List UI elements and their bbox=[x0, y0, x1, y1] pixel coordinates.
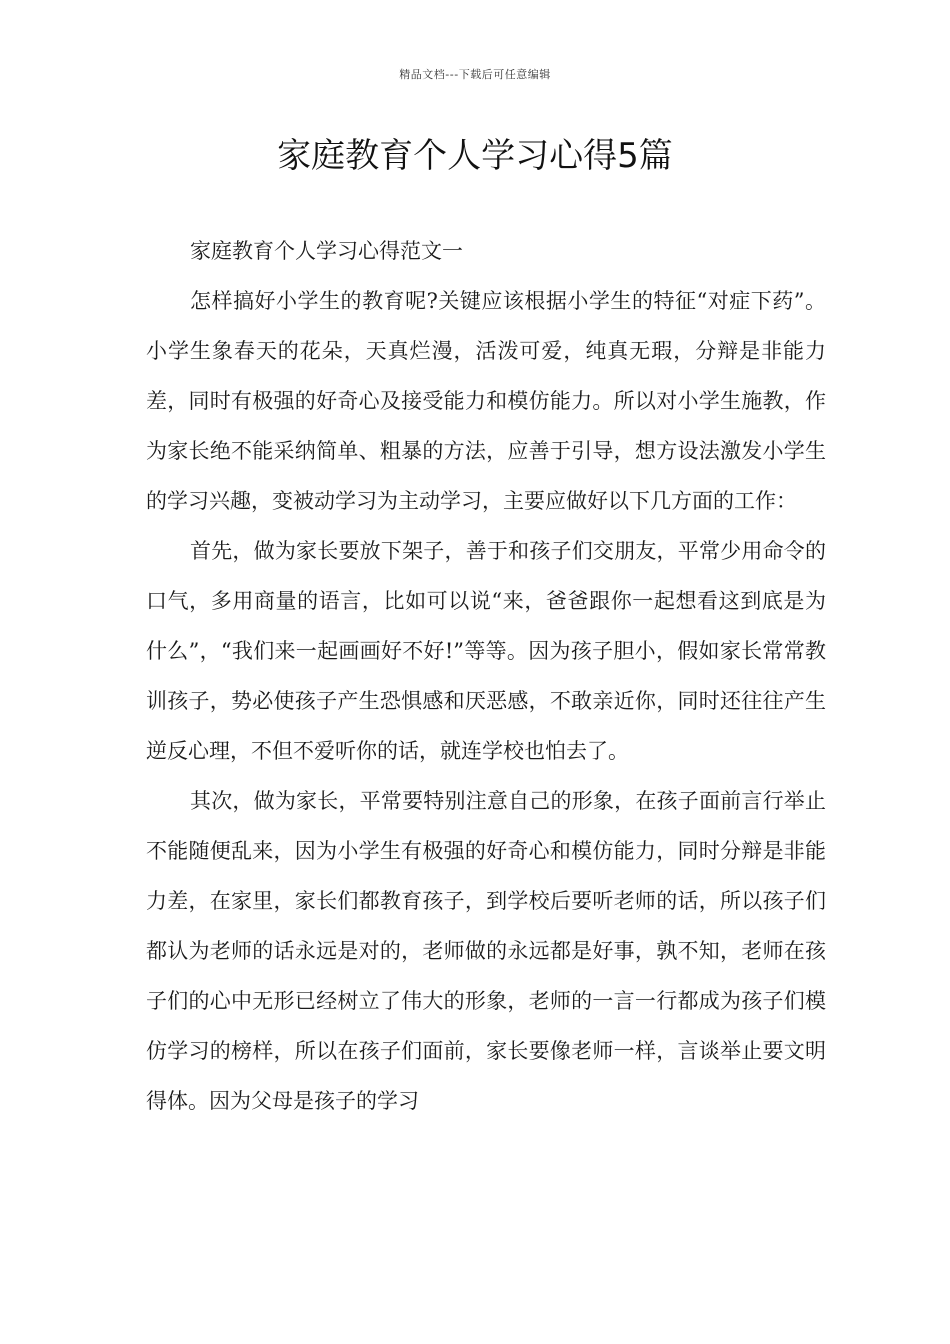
body-paragraph: 首先，做为家长要放下架子，善于和孩子们交朋友，平常少用命令的口气，多用商量的语言，比如可以说“来，爸爸跟你一起想看这到底是为什么”，“我们来一起画画好不好!”等等。因为孩子胆小，假如家长常常教训孩子，势必使孩子产生恐惧感和厌恶感，不敢亲近你，同时还往往产生逆反心理，不但不爱听你的话，就连学校也怕去了。 bbox=[146, 539, 826, 763]
body-paragraph: 其次，做为家长，平常要特别注意自己的形象，在孩子面前言行举止不能随便乱来，因为小学生有极强的好奇心和模仿能力，同时分辩是非能力差，在家里，家长们都教育孩子，到学校后要听老师的话，所以孩子们都认为老师的话永远是对的，老师做的永远都是好事，孰不知，老师在孩子们的心中无形已经树立了伟大的形象，老师的一言一行都成为孩子们模仿学习的榜样，所以在孩子们面前，家长要像老师一样，言谈举止要文明得体。因为父母是孩子的学习 bbox=[146, 789, 826, 1113]
body-paragraph: 怎样搞好小学生的教育呢?关键应该根据小学生的特征“对症下药”。小学生象春天的花朵，天真烂漫，活泼可爱，纯真无瑕，分辩是非能力差，同时有极强的好奇心及接受能力和模仿能力。所以对小学生施教，作为家长绝不能采纳简单、粗暴的方法，应善于引导，想方设法激发小学生的学习兴趣，变被动学习为主动学习，主要应做好以下几方面的工作： bbox=[146, 289, 826, 513]
header-note: 精品文档---下载后可任意编辑 bbox=[399, 68, 551, 81]
document-body bbox=[146, 226, 826, 1126]
document-title: 家庭教育个人学习心得5篇 bbox=[277, 136, 673, 176]
section-heading: 家庭教育个人学习心得范文一 bbox=[190, 239, 463, 263]
